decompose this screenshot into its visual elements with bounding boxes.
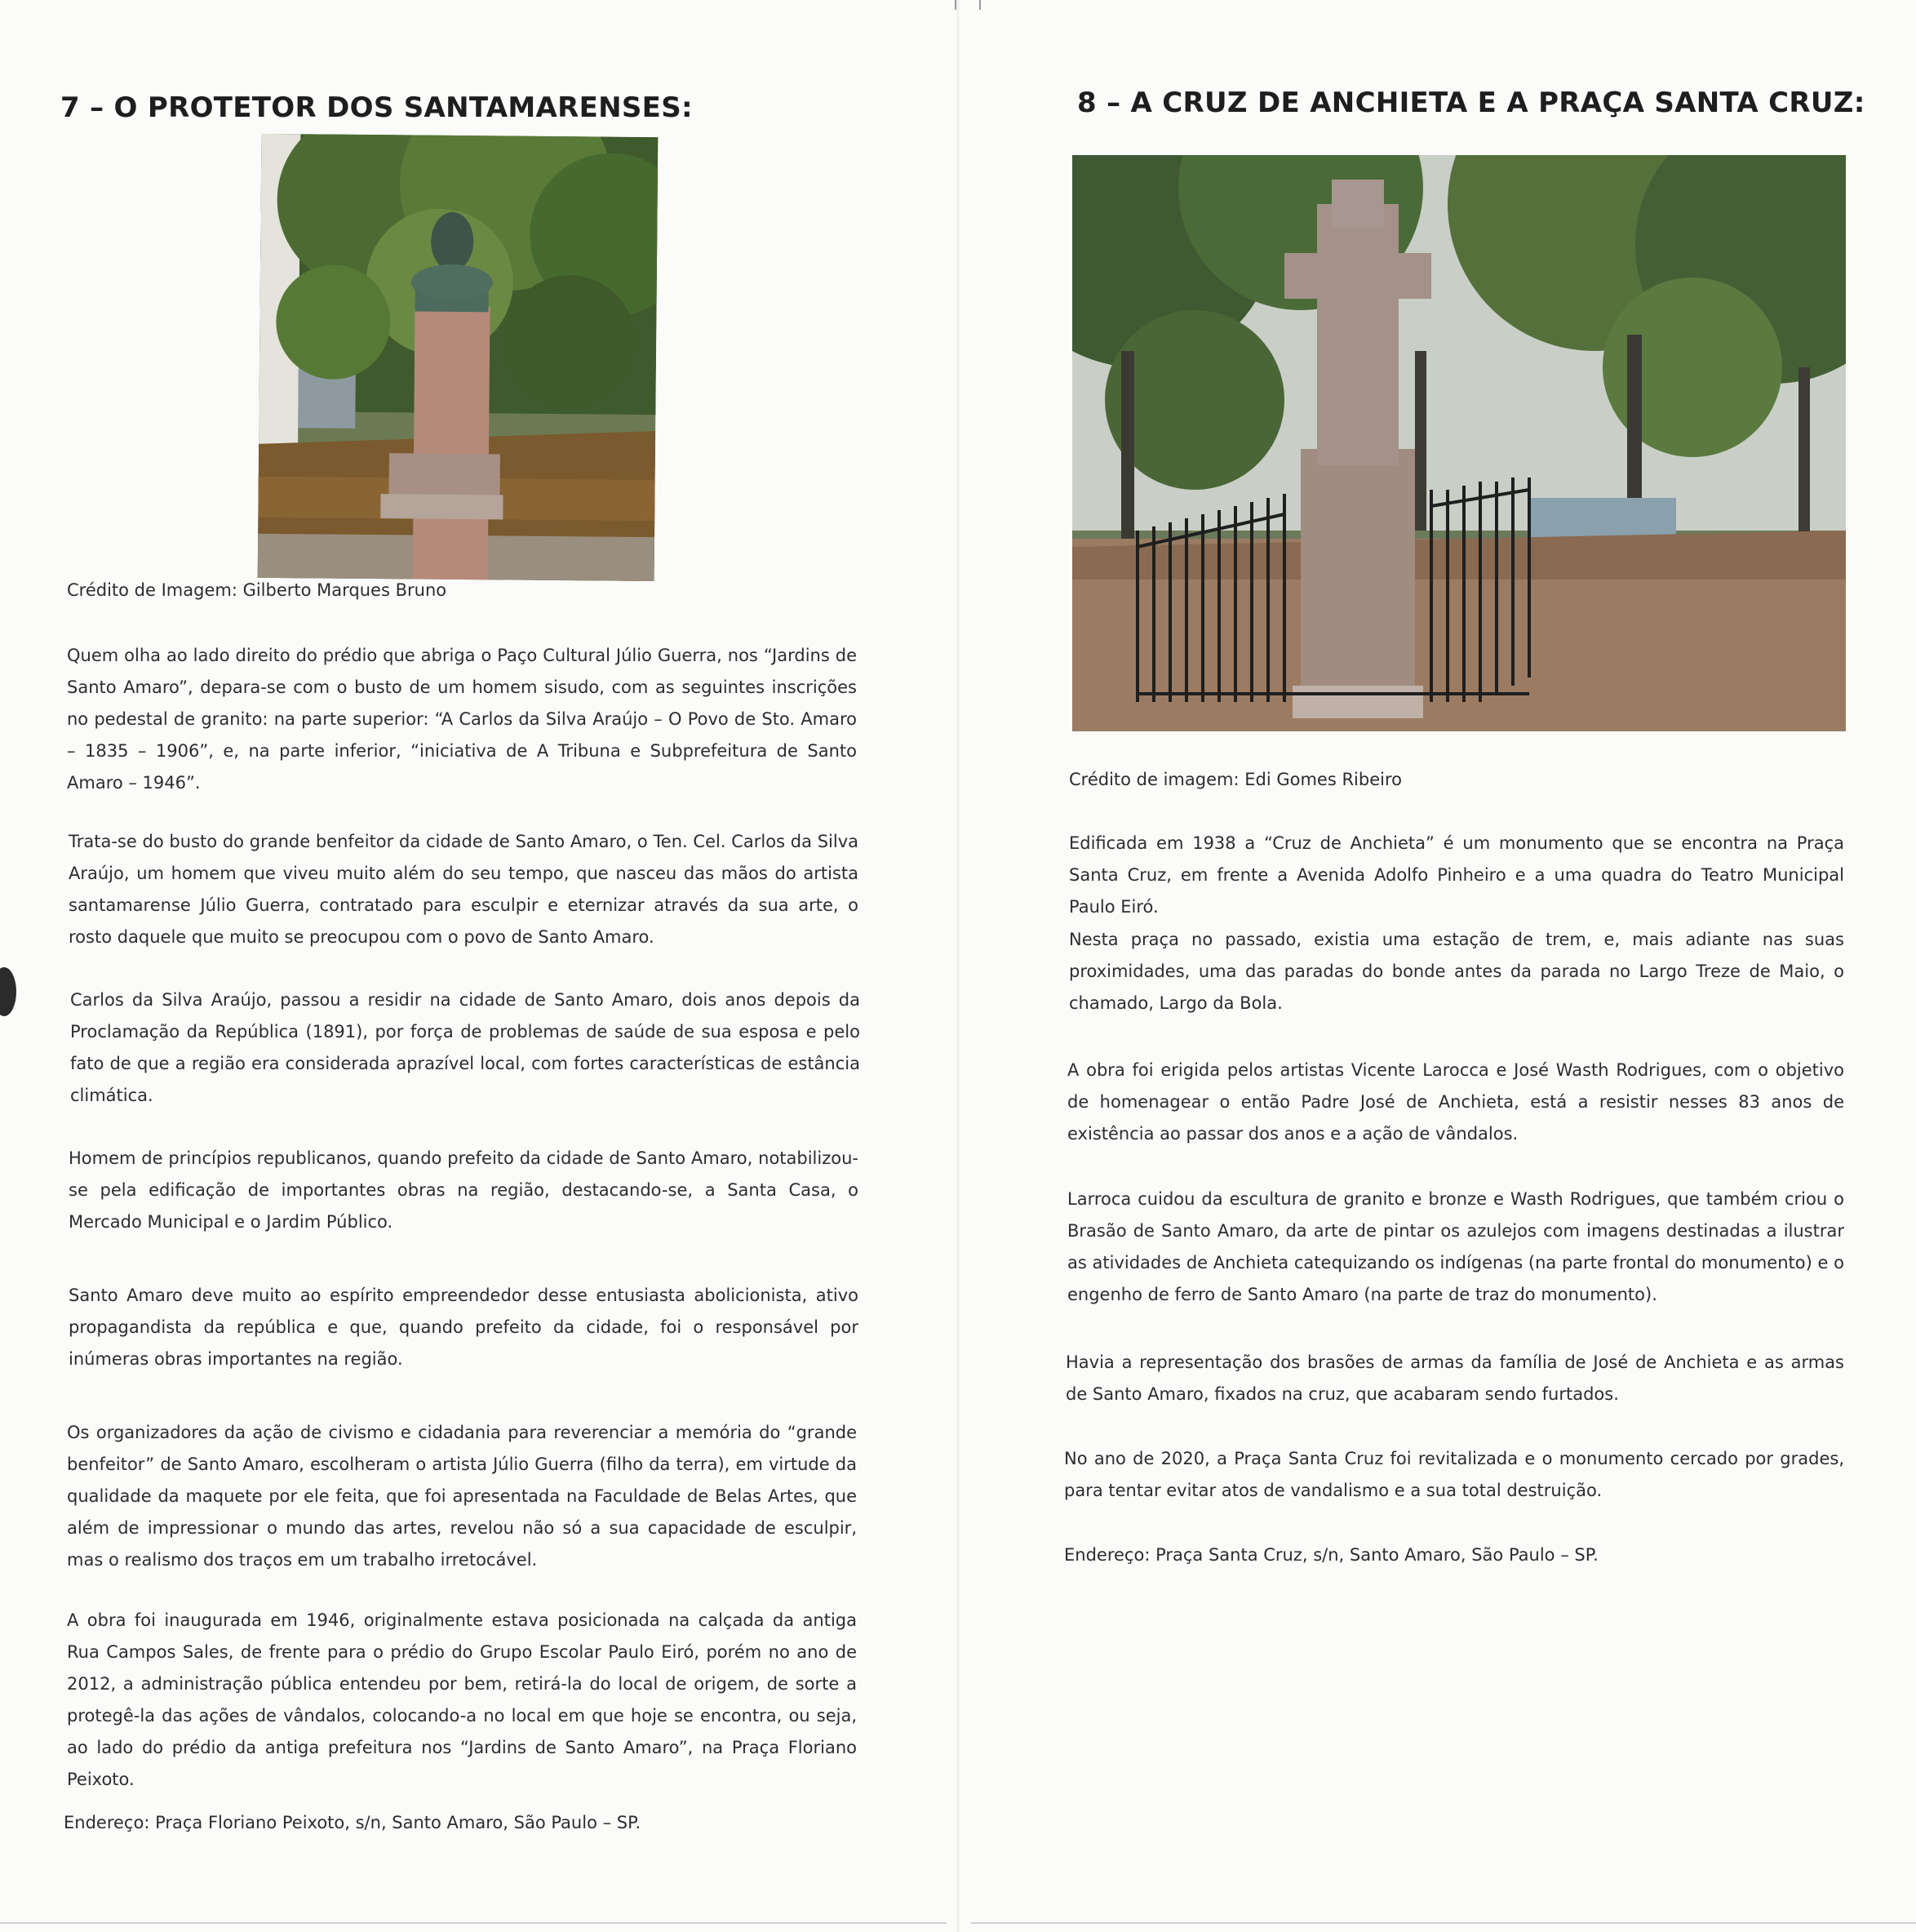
address: Endereço: Praça Floriano Peixoto, s/n, Santo Amaro, São Paulo – SP. [64,1813,641,1832]
cross-photo [1072,155,1846,731]
paragraph: Edificada em 1938 a “Cruz de Anchieta” é um monumento que se encontra na Praça Santa Cruz, em frente a Avenida Adolfo Pinheiro e a uma quadra do Teatro Municipal Paulo Eiró. [1069,833,1844,917]
address: Endereço: Praça Santa Cruz, s/n, Santo Amaro, São Paulo – SP. [1064,1545,1599,1565]
section-title-8: 8 – A CRUZ DE ANCHIETA E A PRAÇA SANTA CRUZ: [1077,87,1865,119]
paragraph: Homem de princípios republicanos, quando prefeito da cidade de Santo Amaro, notabilizou-se pela edificação de importantes obras na região, destacando-se, a Santa Casa, o Mercado Municipal e o Jardim Público. [69,1148,858,1232]
image-credit: Crédito de Imagem: Gilberto Marques Bruno [67,580,447,600]
paragraph: Quem olha ao lado direito do prédio que abriga o Paço Cultural Júlio Guerra, nos “Jardins de Santo Amaro”, depara-se com o busto de um homem sisudo, com as seguintes inscrições no pedestal de granito: na parte superior: “A Carlos da Silva Araújo – O Povo de Sto. Amaro – 1835 – 1906”, e, na parte inferior, “iniciativa de A Tribuna e Subprefeitura de Santo Amaro – 1946”. [67,646,857,793]
binding-hole [0,967,16,1016]
paragraph: A obra foi inaugurada em 1946, originalmente estava posicionada na calçada da antiga Rua Campos Sales, de frente para o prédio do Grupo Escolar Paulo Eiró, porém no ano de 2012, a administração pública entendeu por bem, retirá-la do local de origem, de sorte a protegê-la das ações de vândalos, colocando-a no local em que hoje se encontra, ou seja, ao lado do prédio da antiga prefeitura nos “Jardins de Santo Amaro”, na Praça Floriano Peixoto. [67,1610,857,1789]
paragraph: Nesta praça no passado, existia uma estação de trem, e, mais adiante nas suas proximidades, uma das paradas do bonde antes da parada no Largo Treze de Maio, o chamado, Largo da Bola. [1069,930,1844,1013]
paragraph: Os organizadores da ação de civismo e cidadania para reverenciar a memória do “grande benfeitor” de Santo Amaro, escolheram o artista Júlio Guerra (filho da terra), em virtude da qualidade da maquete por ele feita, que foi apresentada na Faculdade de Belas Artes, que além de impressionar o mundo das artes, revelou não só a sua capacidade de esculpir, mas o realismo dos traços em um trabalho irretocável. [67,1423,857,1570]
image-credit: Crédito de imagem: Edi Gomes Ribeiro [1069,770,1402,789]
paragraph: Havia a representação dos brasões de armas da família de José de Anchieta e as armas de Santo Amaro, fixados na cruz, que acabaram sendo furtados. [1066,1352,1844,1404]
paragraph: Larroca cuidou da escultura de granito e bronze e Wasth Rodrigues, que também criou o Brasão de Santo Amaro, da arte de pintar os azulejos com imagens destinadas a ilustrar as atividades de Anchieta catequizando os indígenas (na parte frontal do monumento) e o engenho de ferro de Santo Amaro (na parte de traz do monumento). [1067,1189,1844,1304]
section-title-7: 7 – O PROTETOR DOS SANTAMARENSES: [60,91,693,124]
right-page [958,0,1916,1932]
paragraph: A obra foi erigida pelos artistas Vicente Larocca e José Wasth Rodrigues, com o objetivo de homenagear o então Padre José de Anchieta, está a resistir nesses 83 anos de existência ao passar dos anos e a ação de vândalos. [1067,1060,1844,1144]
bust-photo [258,134,659,581]
paragraph: No ano de 2020, a Praça Santa Cruz foi revitalizada e o monumento cercado por grades, para tentar evitar atos de vandalismo e a sua total destruição. [1064,1449,1844,1500]
paragraph: Carlos da Silva Araújo, passou a residir na cidade de Santo Amaro, dois anos depois da Proclamação da República (1891), por força de problemas de saúde de sua esposa e pelo fato de que a região era considerada aprazível local, com fortes características de estância climática. [70,990,860,1105]
paragraph: Santo Amaro deve muito ao espírito empreendedor desse entusiasta abolicionista, ativo propagandista da república e que, quando prefeito da cidade, foi o responsável por inúmeras obras importantes na região. [69,1286,858,1369]
paragraph: Trata-se do busto do grande benfeitor da cidade de Santo Amaro, o Ten. Cel. Carlos da Silva Araújo, um homem que viveu muito além do seu tempo, que nasceu das mãos do artista santamarense Júlio Guerra, contratado para esculpir e eternizar através da sua arte, o rosto daquele que muito se preocupou com o povo de Santo Amaro. [69,832,858,947]
